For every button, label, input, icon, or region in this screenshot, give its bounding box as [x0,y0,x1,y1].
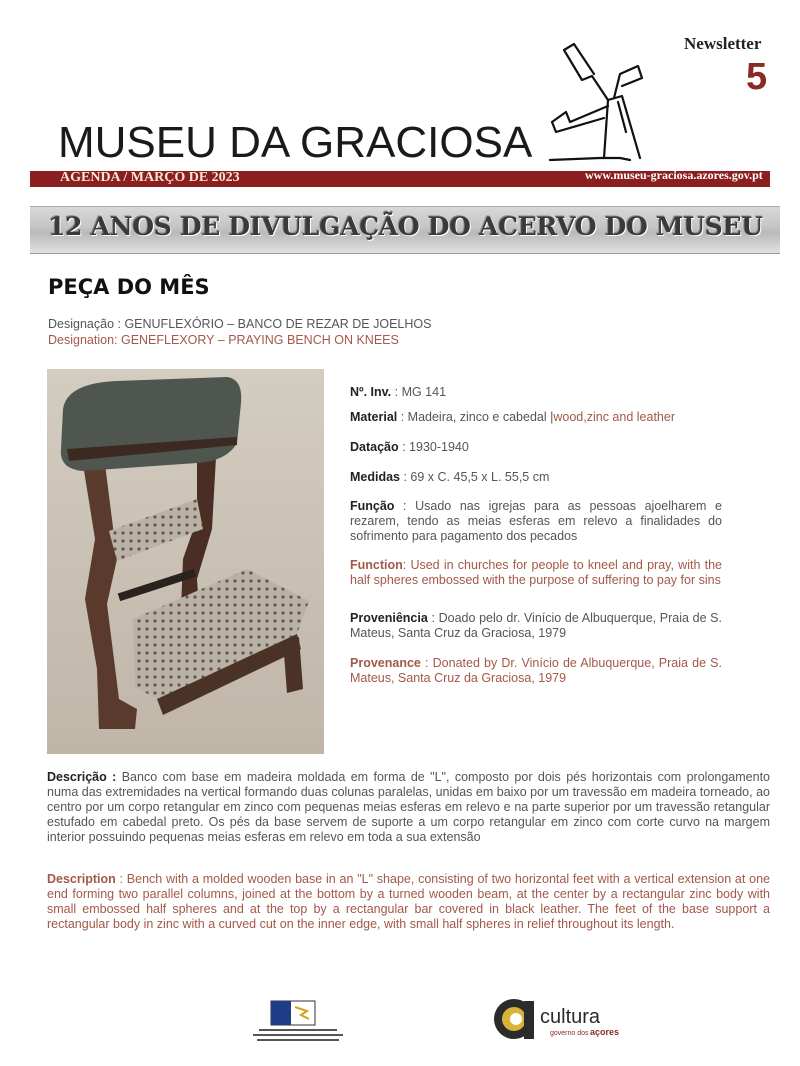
section-title: PEÇA DO MÊS [48,275,210,299]
material-value-en: wood,zinc and leather [553,410,675,424]
banner-title: 12 ANOS DE DIVULGAÇÃO DO ACERVO DO MUSEU [48,212,763,241]
function-en-label: Function [350,558,403,572]
azores-government-logo-icon [245,997,350,1047]
cultura-tagline: governo dos [550,1030,589,1037]
designation-en-value: GENEFLEXORY – PRAYING BENCH ON KNEES [120,333,399,347]
provenance-pt-value: : Doado pelo dr. Vinício de Albuquerque, Praia de S. Mateus, Santa Cruz da Graciosa, 1979 [350,611,722,640]
dating-label: Datação [350,440,399,454]
material-value: : Madeira, zinco e cabedal | [397,410,554,424]
dating-value: : 1930-1940 [398,440,469,454]
description-pt-label: Descrição : [47,770,122,784]
windmill-logo-icon [522,40,652,162]
function-pt-value: : Usado nas igrejas para as pessoas ajoelharem e rezarem, tendo as meias esferas em relevo a finalidades do sofrimento para pagamento dos pecados [350,499,722,543]
cultura-word: cultura [540,1006,601,1028]
cultura-logo-icon [492,995,632,1043]
cultura-region: açores [590,1027,620,1037]
inventory-number [350,385,722,400]
measurements-label: Medidas [350,470,401,484]
material-label: Material [350,410,398,424]
measurements-value: : 69 x C. 45,5 x L. 55,5 cm [400,470,550,484]
provenance-pt-label: Proveniência [350,611,428,625]
function-en [350,558,722,588]
function-en-value: : Used in churches for people to kneel and pray, with the half spheres embossed with the purpose of suffering to pay for sins [350,558,722,587]
designation-pt [48,317,431,332]
description-en-label: Description [47,872,116,886]
function-pt-label: Função [350,499,395,513]
museum-title: MUSEU DA GRACIOSA [58,118,533,167]
description-en-value: : Bench with a molded wooden base in an "L" shape, consisting of two horizontal feet with a vertical extension at one end forming two parallel columns, joined at the bottom by a turned wooden beam, at the center by a rectangular zinc body with small embossed half spheres and at the top by a rectangular bar covered in black leather. The feet of the base support a rectangular body in zinc with a curved cut on the inner edge, with small half spheres in relief throughout its length. [47,872,770,931]
description-en [47,872,770,932]
designation-pt-value: GENUFLEXÓRIO – BANCO DE REZAR DE JOELHOS [124,317,432,331]
material [350,410,722,425]
measurements [350,470,722,485]
provenance-en-value: : Donated by Dr. Vinício de Albuquerque, Praia de S. Mateus, Santa Cruz da Graciosa, 1979 [350,656,722,685]
description-pt-value: Banco com base em madeira moldada em forma de "L", composto por dois pés horizontais com prolongamento numa das extremidades na vertical formando duas colunas paralelas, unidas em baixo por um travessão em madeira torneado, ao centro por um corpo retangular em zinco com pequenas meias esferas em relevo e na parte superior por um travessão retangular estufado em cabedal preto. Os pés da base servem de suporte a um corpo retangular em zinco com corte curvo na margem interior possuindo pequenas meias esferas em relevo em toda a sua extensão [47,770,770,844]
newsletter-label: Newsletter [684,34,762,53]
provenance-pt [350,611,722,641]
description-pt [47,770,770,845]
inventory-value: : MG 141 [391,385,447,399]
designation-en [48,333,399,348]
designation-pt-label: Designação : [48,317,125,331]
designation-en-label: Designation: [48,333,121,347]
function-pt [350,499,722,544]
genuflexory-photo [47,369,324,754]
provenance-en-label: Provenance [350,656,421,670]
agenda-text: AGENDA / MARÇO DE 2023 [60,170,240,185]
provenance-en [350,656,722,686]
issue-number: 5 [746,56,768,98]
inventory-label: Nº. Inv. [350,385,392,399]
website-link[interactable]: www.museu-graciosa.azores.gov.pt [585,168,763,182]
dating [350,440,722,455]
